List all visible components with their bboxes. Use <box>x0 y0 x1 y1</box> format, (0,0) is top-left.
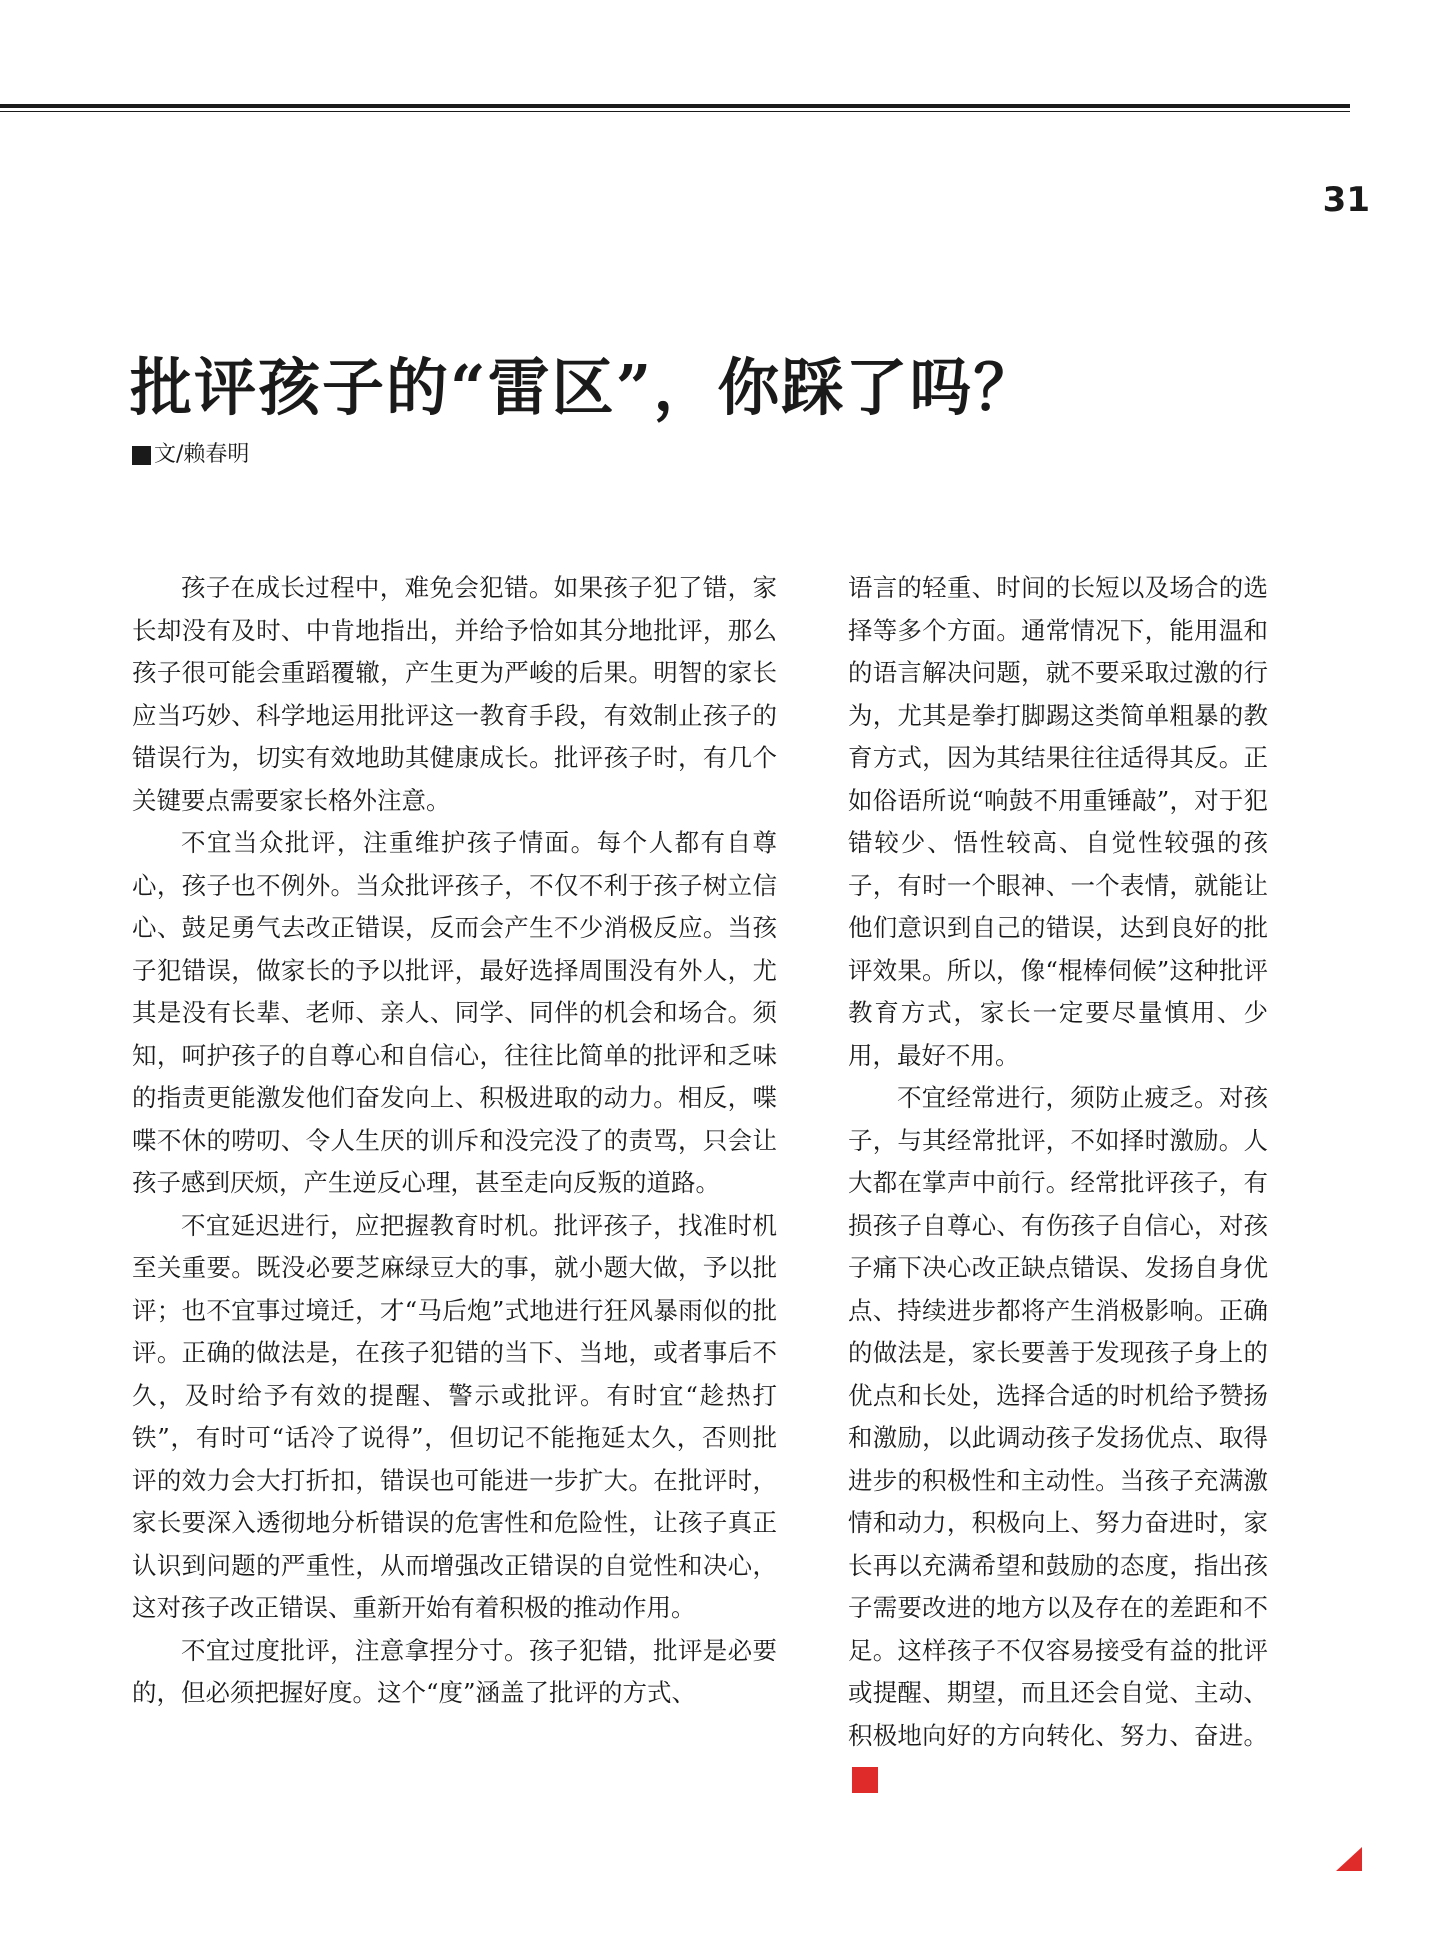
paragraph-text: 不宜经常进行，须防止疲乏。对孩子，与其经常批评，不如择时激励。人大都在掌声中前行。经常批评孩子，有损孩子自尊心、有伤孩子自信心，对孩子痛下决心改正缺点错误、发扬自身优点、持续进步都将产生消极影响。正确的做法是，家长要善于发现孩子身上的优点和长处，选择合适的时机给予赞扬和激励，以此调动孩子发扬优点、取得进步的积极性和主动性。当孩子充满激情和动力，积极向上、努力奋进时，家长再以充满希望和鼓励的态度，指出孩子需要改进的地方以及存在的差距和不足。这样孩子不仅容易接受有益的批评或提醒、期望，而且还会自觉、主动、积极地向好的方向转化、努力、奋进。 <box>848 1083 1268 1750</box>
paragraph: 不宜当众批评，注重维护孩子情面。每个人都有自尊心，孩子也不例外。当众批评孩子，不仅不利于孩子树立信心、鼓足勇气去改正错误，反而会产生不少消极反应。当孩子犯错误，做家长的予以批评，最好选择周围没有外人，尤其是没有长辈、老师、亲人、同学、同伴的机会和场合。须知，呵护孩子的自尊心和自信心，往往比简单的批评和乏味的指责更能激发他们奋发向上、积极进取的动力。相反，喋喋不休的唠叨、令人生厌的训斥和没完没了的责骂，只会让孩子感到厌烦，产生逆反心理，甚至走向反叛的道路。 <box>132 828 777 1197</box>
end-mark-icon: 天 <box>852 1767 878 1793</box>
paragraph: 不宜过度批评，注意拿捏分寸。孩子犯错，批评是必要的，但必须把握好度。这个“度”涵盖了批评的方式、 <box>132 1635 777 1707</box>
byline-text: 文/赖春明 <box>154 442 250 467</box>
header-rule-thick <box>0 104 1350 108</box>
left-column <box>132 567 777 1715</box>
byline-square-icon <box>132 446 151 465</box>
header-rule-thin <box>0 111 1350 112</box>
page-number: 31 <box>1322 180 1370 220</box>
paragraph: 语言的轻重、时间的长短以及场合的选择等多个方面。通常情况下，能用温和的语言解决问题，就不要采取过激的行为，尤其是拳打脚踢这类简单粗暴的教育方式，因为其结果往往适得其反。正如俗语所说“响鼓不用重锤敲”，对于犯错较少、悟性较高、自觉性较强的孩子，有时一个眼神、一个表情，就能让他们意识到自己的错误，达到良好的批评效果。所以，像“棍棒伺候”这种批评教育方式，家长一定要尽量慎用、少用，最好不用。 <box>848 573 1268 1070</box>
corner-triangle-icon <box>1336 1847 1362 1871</box>
paragraph: 不宜延迟进行，应把握教育时机。批评孩子，找准时机至关重要。既没必要芝麻绿豆大的事，就小题大做，予以批评；也不宜事过境迁，才“马后炮”式地进行狂风暴雨似的批评。正确的做法是，在孩子犯错的当下、当地，或者事后不久，及时给予有效的提醒、警示或批评。有时宜“趁热打铁”，有时可“话冷了说得”，但切记不能拖延太久，否则批评的效力会大打折扣，错误也可能进一步扩大。在批评时，家长要深入透彻地分析错误的危害性和危险性，让孩子真正认识到问题的严重性，从而增强改正错误的自觉性和决心，这对孩子改正错误、重新开始有着积极的推动作用。 <box>132 1210 777 1622</box>
byline <box>132 440 249 470</box>
paragraph: 孩子在成长过程中，难免会犯错。如果孩子犯了错，家长却没有及时、中肯地指出，并给予恰如其分地批评，那么孩子很可能会重蹈覆辙，产生更为严峻的后果。明智的家长应当巧妙、科学地运用批评这一教育手段，有效制止孩子的错误行为，切实有效地助其健康成长。批评孩子时，有几个关键要点需要家长格外注意。 <box>132 573 777 815</box>
paragraph-final <box>848 1077 1268 1800</box>
article-title: 批评孩子的“雷区”，你踩了吗？ <box>130 351 1038 424</box>
right-column <box>848 567 1268 1800</box>
